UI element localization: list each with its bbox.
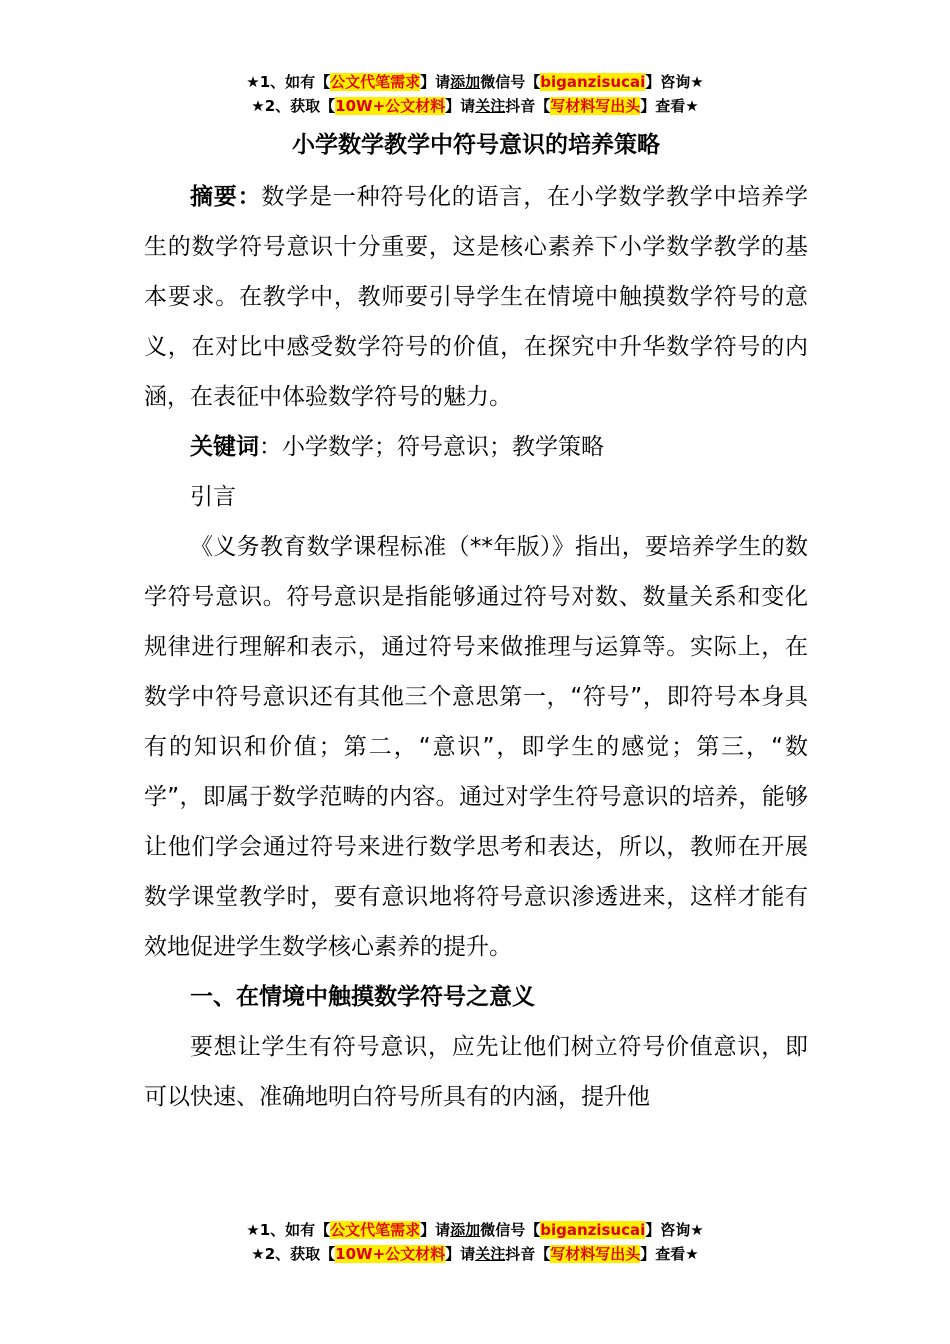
promo-underline: 关注 [475, 1245, 506, 1263]
promo-highlight: 写材料写出头 [550, 1245, 641, 1263]
promo-text: 微信号【 [480, 1221, 541, 1239]
promo-text: 】咨询 [645, 1221, 691, 1239]
promo-banner-bottom [0, 1218, 950, 1266]
promo-text: 抖音【 [505, 97, 551, 115]
star-icon: ★ [690, 1221, 704, 1239]
star-icon: ★ [685, 1245, 699, 1263]
promo-line-2 [0, 94, 950, 118]
promo-underline: 关注 [475, 97, 506, 115]
promo-highlight: biganzisucai [540, 1221, 646, 1239]
document-title: 小学数学教学中符号意识的培养策略 [292, 132, 660, 158]
keywords-text: ：小学数学；符号意识；教学策略 [259, 434, 604, 460]
abstract-paragraph [144, 172, 808, 422]
promo-banner-top [0, 70, 950, 118]
abstract-label: 摘要： [190, 184, 262, 210]
promo-underline: 添加 [450, 1221, 481, 1239]
document-body [144, 126, 808, 1122]
promo-text: 1、如有【 [259, 73, 331, 91]
keywords-paragraph [144, 422, 808, 472]
section-1-heading: 一、在情境中触摸数学符号之意义 [190, 984, 535, 1010]
promo-underline: 添加 [450, 73, 481, 91]
star-icon: ★ [690, 73, 704, 91]
promo-text: 抖音【 [505, 1245, 551, 1263]
promo-text: 】查看 [640, 1245, 686, 1263]
promo-highlight: 公文代笔需求 [330, 73, 421, 91]
promo-highlight: 10W+公文材料 [335, 97, 446, 115]
star-icon: ★ [251, 1245, 265, 1263]
promo-highlight: 写材料写出头 [550, 97, 641, 115]
promo-line-2 [0, 1242, 950, 1266]
promo-text: 2、获取【 [264, 1245, 336, 1263]
star-icon: ★ [246, 1221, 260, 1239]
promo-text: 】请 [420, 1221, 451, 1239]
star-icon: ★ [685, 97, 699, 115]
promo-highlight: biganzisucai [540, 73, 646, 91]
promo-text: 】请 [445, 1245, 476, 1263]
star-icon: ★ [246, 73, 260, 91]
intro-heading: 引言 [190, 484, 236, 510]
promo-text: 2、获取【 [264, 97, 336, 115]
promo-line-1 [0, 70, 950, 94]
promo-text: 】请 [420, 73, 451, 91]
section-1-paragraph: 要想让学生有符号意识，应先让他们树立符号价值意识，即可以快速、准确地明白符号所具有的内涵，提升他 [144, 1034, 808, 1110]
star-icon: ★ [251, 97, 265, 115]
abstract-text: 数学是一种符号化的语言，在小学数学教学中培养学生的数学符号意识十分重要，这是核心素养下小学数学教学的基本要求。在教学中，教师要引导学生在情境中触摸数学符号的意义，在对比中感受数学符号的价值，在探究中升华数学符号的内涵，在表征中体验数学符号的魅力。 [144, 184, 809, 410]
promo-text: 】咨询 [645, 73, 691, 91]
promo-highlight: 公文代笔需求 [330, 1221, 421, 1239]
promo-text: 1、如有【 [259, 1221, 331, 1239]
keywords-label: 关键词 [190, 434, 259, 460]
promo-text: 】请 [445, 97, 476, 115]
promo-highlight: 10W+公文材料 [335, 1245, 446, 1263]
promo-text: 】查看 [640, 97, 686, 115]
promo-line-1 [0, 1218, 950, 1242]
promo-text: 微信号【 [480, 73, 541, 91]
intro-paragraph: 《义务教育数学课程标准（**年版）》指出，要培养学生的数学符号意识。符号意识是指能够通过符号对数、数量关系和变化规律进行理解和表示，通过符号来做推理与运算等。实际上，在数学中符号意识还有其他三个意思第一，“符号”，即符号本身具有的知识和价值；第二，“意识”，即学生的感觉；第三，“数学”，即属于数学范畴的内容。通过对学生符号意识的培养，能够让他们学会通过符号来进行数学思考和表达，所以，教师在开展数学课堂教学时，要有意识地将符号意识渗透进来，这样才能有效地促进学生数学核心素养的提升。 [144, 534, 808, 960]
